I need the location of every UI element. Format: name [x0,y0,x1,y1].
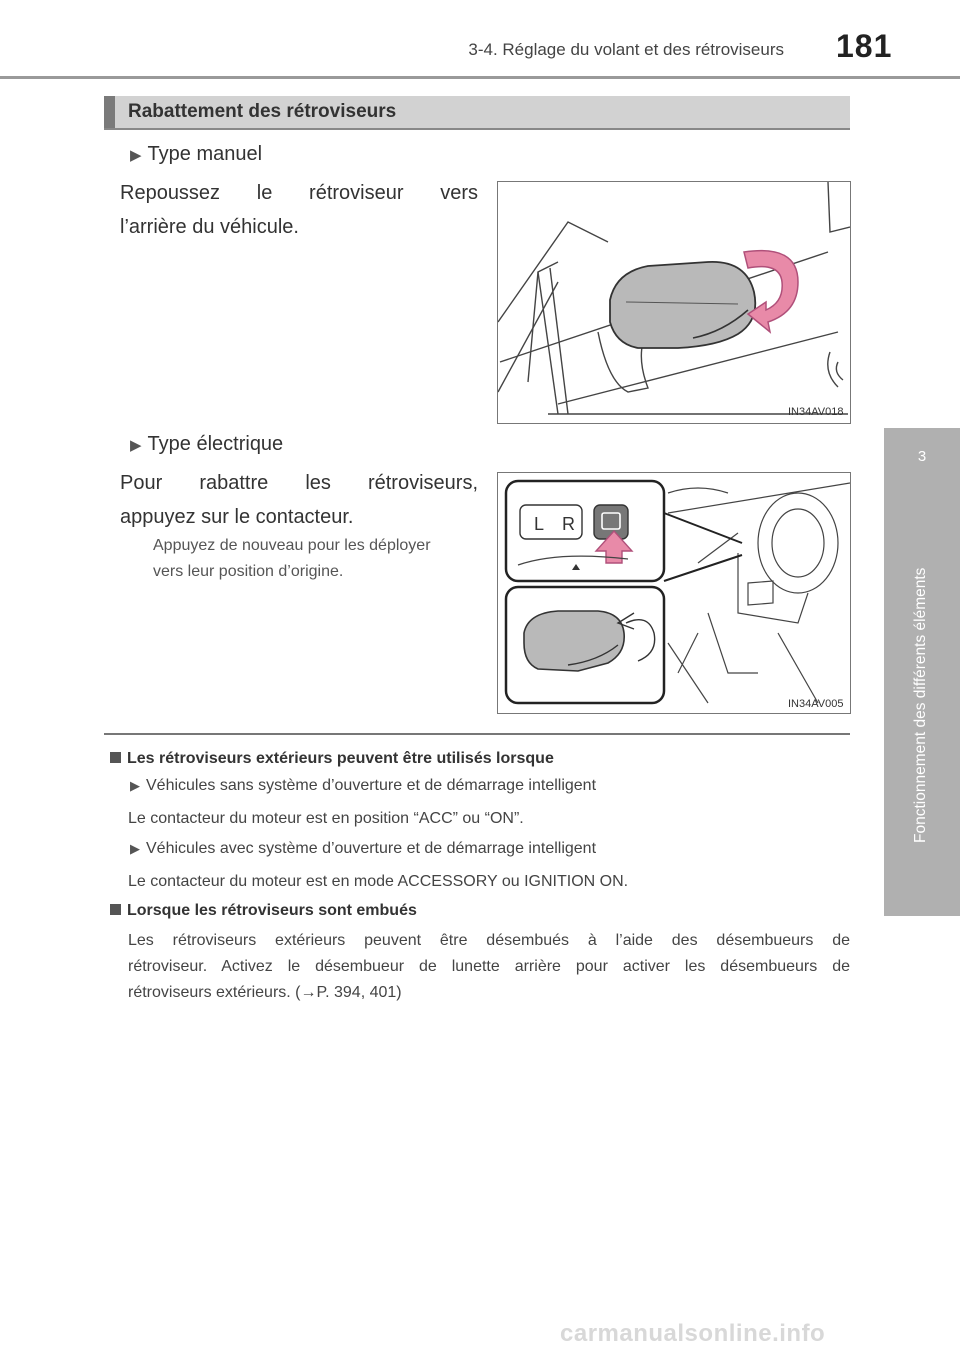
electric-subnote [153,533,483,585]
manual-heading [130,143,262,166]
manual-heading-text: Type manuel [147,143,263,165]
note-bullet-without-smart-text: Véhicules sans système d’ouverture et de démarrage intelligent [146,777,597,794]
triangle-bullet-icon: ▶ [130,437,142,454]
note-text-fogged-line2: rétroviseur. Activez le désembueur de lunette arrière pour activer les désembueurs de [128,958,850,975]
section-heading [104,96,850,130]
note-text-fogged-line1: Les rétroviseurs extérieurs peuvent être désembués à l’aide des désembueurs de [128,932,850,949]
section-heading-bar [104,96,115,128]
manual-instruction-line2: l’arrière du véhicule. [120,216,299,238]
switch-l-label: L [534,514,545,534]
note-bullet-with-smart-text: Véhicules avec système d’ouverture et de démarrage intelligent [146,840,597,857]
note-heading-fogged-text: Lorsque les rétroviseurs sont embués [127,902,417,919]
triangle-bullet-icon: ▶ [130,841,140,856]
manual-instruction [120,176,478,244]
watermark-text: carmanualsonline.info [560,1320,826,1347]
switch-r-label: R [562,514,575,534]
square-bullet-icon [110,752,121,763]
electric-instruction-line1: Pour rabattre les rétroviseurs, [120,472,478,494]
header-section-title: 3-4. Réglage du volant et des rétroviseurs [468,40,784,59]
note-text-fogged [128,928,850,1006]
electric-instruction [120,466,478,534]
figure-code-manual: IN34AV018 [788,406,844,418]
note-text-fogged-line3: rétroviseurs extérieurs. (→P. 394, 401) [128,984,402,1001]
note-heading-operable-text: Les rétroviseurs extérieurs peuvent être utilisés lorsque [127,750,554,767]
electric-subnote-line2: vers leur position d’origine. [153,563,344,580]
note-text-with-smart: Le contacteur du moteur est en mode ACCESSORY ou IGNITION ON. [128,873,629,890]
note-bullet-with-smart [130,840,596,858]
note-heading-operable [110,750,554,768]
triangle-bullet-icon: ▶ [130,147,142,164]
section-divider [104,733,850,735]
page-number: 181 [836,28,893,64]
chapter-label-text: Fonctionnement des différents éléments [912,567,929,843]
figure-electric-switch [497,472,851,714]
section-heading-text: Rabattement des rétroviseurs [128,101,397,122]
figure-code-electric: IN34AV005 [788,698,844,710]
note-text-without-smart: Le contacteur du moteur est en position “ACC” ou “ON”. [128,810,524,827]
chapter-number: 3 [917,448,927,465]
electric-heading-text: Type électrique [147,433,284,455]
header-rule [0,76,960,79]
electric-heading [130,433,283,456]
electric-switch-illustration [498,473,850,713]
triangle-bullet-icon: ▶ [130,778,140,793]
electric-instruction-line2: appuyez sur le contacteur. [120,506,354,528]
manual-mirror-illustration [498,182,850,423]
electric-subnote-line1: Appuyez de nouveau pour les déployer [153,537,431,554]
note-heading-fogged [110,902,417,920]
note-bullet-without-smart [130,777,596,795]
manual-instruction-line1: Repoussez le rétroviseur vers [120,182,478,204]
figure-manual-mirror [497,181,851,424]
square-bullet-icon [110,904,121,915]
